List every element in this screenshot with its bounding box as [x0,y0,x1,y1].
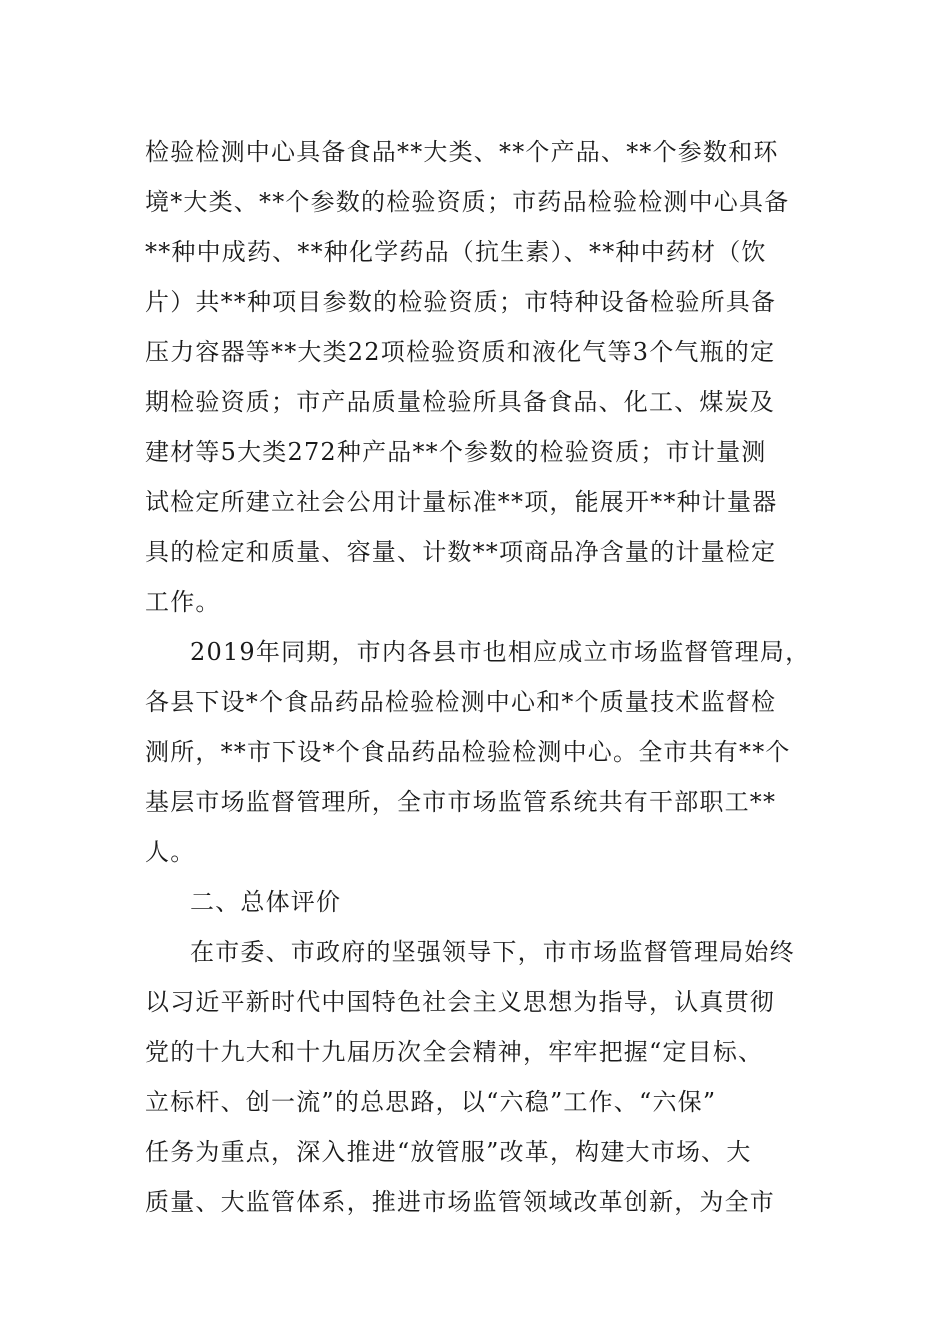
text-line: 建材等5大类272种产品**个参数的检验资质；市计量测 [145,438,767,466]
text-line: 工作。 [145,588,221,616]
text-line: 党的十九大和十九届历次全会精神，牢牢把握“定目标、 [145,1038,764,1066]
text-line: 各县下设*个食品药品检验检测中心和*个质量技术监督检 [145,688,777,716]
text-line: 以习近平新时代中国特色社会主义思想为指导，认真贯彻 [145,988,775,1016]
section-heading: 二、总体评价 [190,888,342,916]
paragraph-start-line: 2019年同期，市内各县市也相应成立市场监督管理局， [190,638,811,666]
text-line: 片）共**种项目参数的检验资质；市特种设备检验所具备 [145,288,777,316]
text-line: 基层市场监督管理所，全市市场监管系统共有干部职工** [145,788,777,816]
text-line: 质量、大监管体系，推进市场监管领域改革创新，为全市 [145,1188,775,1216]
text-line: 具的检定和质量、容量、计数**项商品净含量的计量检定 [145,538,777,566]
text-line: 试检定所建立社会公用计量标准**项，能展开**种计量器 [145,488,778,516]
paragraph-start-line: 在市委、市政府的坚强领导下，市市场监督管理局始终 [190,938,795,966]
text-line: 境*大类、**个参数的检验资质；市药品检验检测中心具备 [145,188,790,216]
text-line: 人。 [145,838,196,866]
text-line: 检验检测中心具备食品**大类、**个产品、**个参数和环 [145,138,779,166]
text-line: 立标杆、创一流”的总思路，以“六稳”工作、“六保” [145,1088,717,1116]
text-line: **种中成药、**种化学药品（抗生素）、**种中药材（饮 [145,238,767,266]
text-line: 任务为重点，深入推进“放管服”改革，构建大市场、大 [145,1138,752,1166]
text-line: 期检验资质；市产品质量检验所具备食品、化工、煤炭及 [145,388,775,416]
text-line: 测所，**市下设*个食品药品检验检测中心。全市共有**个 [145,738,791,766]
text-line: 压力容器等**大类22项检验资质和液化气等3个气瓶的定 [145,338,776,366]
